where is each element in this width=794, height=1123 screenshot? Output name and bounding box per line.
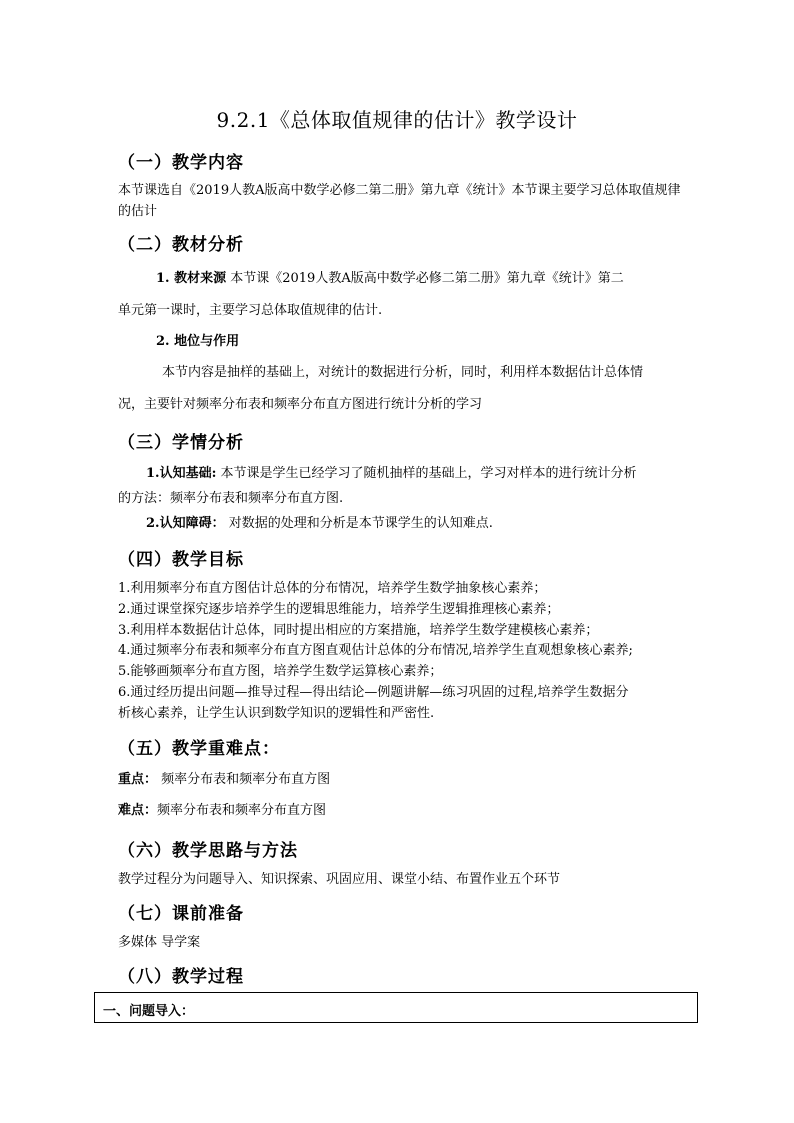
section-heading-key-points: （五）教学重难点：	[118, 739, 280, 759]
objective-item: 5.能够画频率分布直方图，培养学生数学运算核心素养；	[118, 664, 443, 679]
material-source-label: 1. 教材来源	[156, 271, 227, 286]
students-basis-label: 1.认知基础:	[146, 466, 217, 481]
process-intro-label: 一、问题导入：	[103, 1004, 195, 1019]
difficulty-text: 频率分布表和频率分布直方图	[157, 803, 327, 818]
section-heading-process: （八）教学过程	[118, 967, 244, 987]
page-title: 9.2.1《总体取值规律的估计》教学设计	[216, 108, 578, 132]
method-text: 教学过程分为问题导入、知识探索、巩固应用、课堂小结、布置作业五个环节	[118, 872, 561, 887]
objective-item: 3.利用样本数据估计总体，同时提出相应的方案措施，培养学生数学建模核心素养；	[118, 623, 599, 638]
process-table	[94, 992, 698, 1023]
section-heading-students: （三）学情分析	[118, 433, 244, 453]
students-basis-paragraph	[146, 463, 637, 484]
key-point-text: 频率分布表和频率分布直方图	[157, 772, 331, 787]
students-obstacle-text: 对数据的处理和分析是本节课学生的认知难点.	[224, 516, 493, 531]
objective-item-cont: 析核心素养，让学生认识到数学知识的逻辑性和严密性.	[118, 706, 435, 721]
key-point-label: 重点：	[118, 772, 158, 787]
students-basis-text: 本节课是学生已经学习了随机抽样的基础上，学习对样本的进行统计分析	[216, 466, 637, 481]
students-obstacle-paragraph	[146, 513, 493, 534]
section-heading-material: （二）教材分析	[118, 235, 244, 255]
material-role-label: 2. 地位与作用	[156, 334, 240, 349]
objective-item: 6.通过经历提出问题—推导过程—得出结论—例题讲解—练习巩固的过程,培养学生数据分	[118, 685, 629, 700]
key-point-line	[118, 769, 330, 790]
students-obstacle-label: 2.认知障碍：	[146, 516, 225, 531]
section-heading-preparation: （七）课前准备	[118, 904, 244, 924]
material-role-text: 本节内容是抽样的基础上，对统计的数据进行分析，同时，利用样本数据估计总体情	[162, 365, 644, 380]
material-source-text: 本节课《2019人教A版高中数学必修二第二册》第九章《统计》第二	[226, 271, 624, 286]
material-source-text-cont: 单元第一课时，主要学习总体取值规律的估计.	[118, 303, 383, 318]
section-heading-content: （一）教学内容	[118, 153, 244, 173]
objective-item: 4.通过频率分布表和频率分布直方图直观估计总体的分布情况,培养学生直观想象核心素养;	[118, 643, 633, 658]
students-basis-text-cont: 的方法：频率分布表和频率分布直方图.	[118, 491, 344, 506]
material-role-text-cont: 况，主要针对频率分布表和频率分布直方图进行统计分析的学习	[118, 397, 483, 412]
material-source-paragraph	[156, 268, 624, 289]
objective-item: 1.利用频率分布直方图估计总体的分布情况，培养学生数学抽象核心素养；	[118, 581, 547, 596]
preparation-text: 多媒体 导学案	[118, 935, 201, 950]
difficulty-label: 难点：	[118, 803, 158, 818]
section-heading-method: （六）教学思路与方法	[118, 841, 298, 861]
objective-item: 2.通过课堂探究逐步培养学生的逻辑思维能力，培养学生逻辑推理核心素养；	[118, 602, 560, 617]
difficulty-line	[118, 800, 326, 821]
section-content-text: 本节课选自《2019人教A版高中数学必修二第二册》第九章《统计》本节课主要学习总体取值规律的估计	[118, 183, 681, 219]
section-heading-objectives: （四）教学目标	[118, 550, 244, 570]
